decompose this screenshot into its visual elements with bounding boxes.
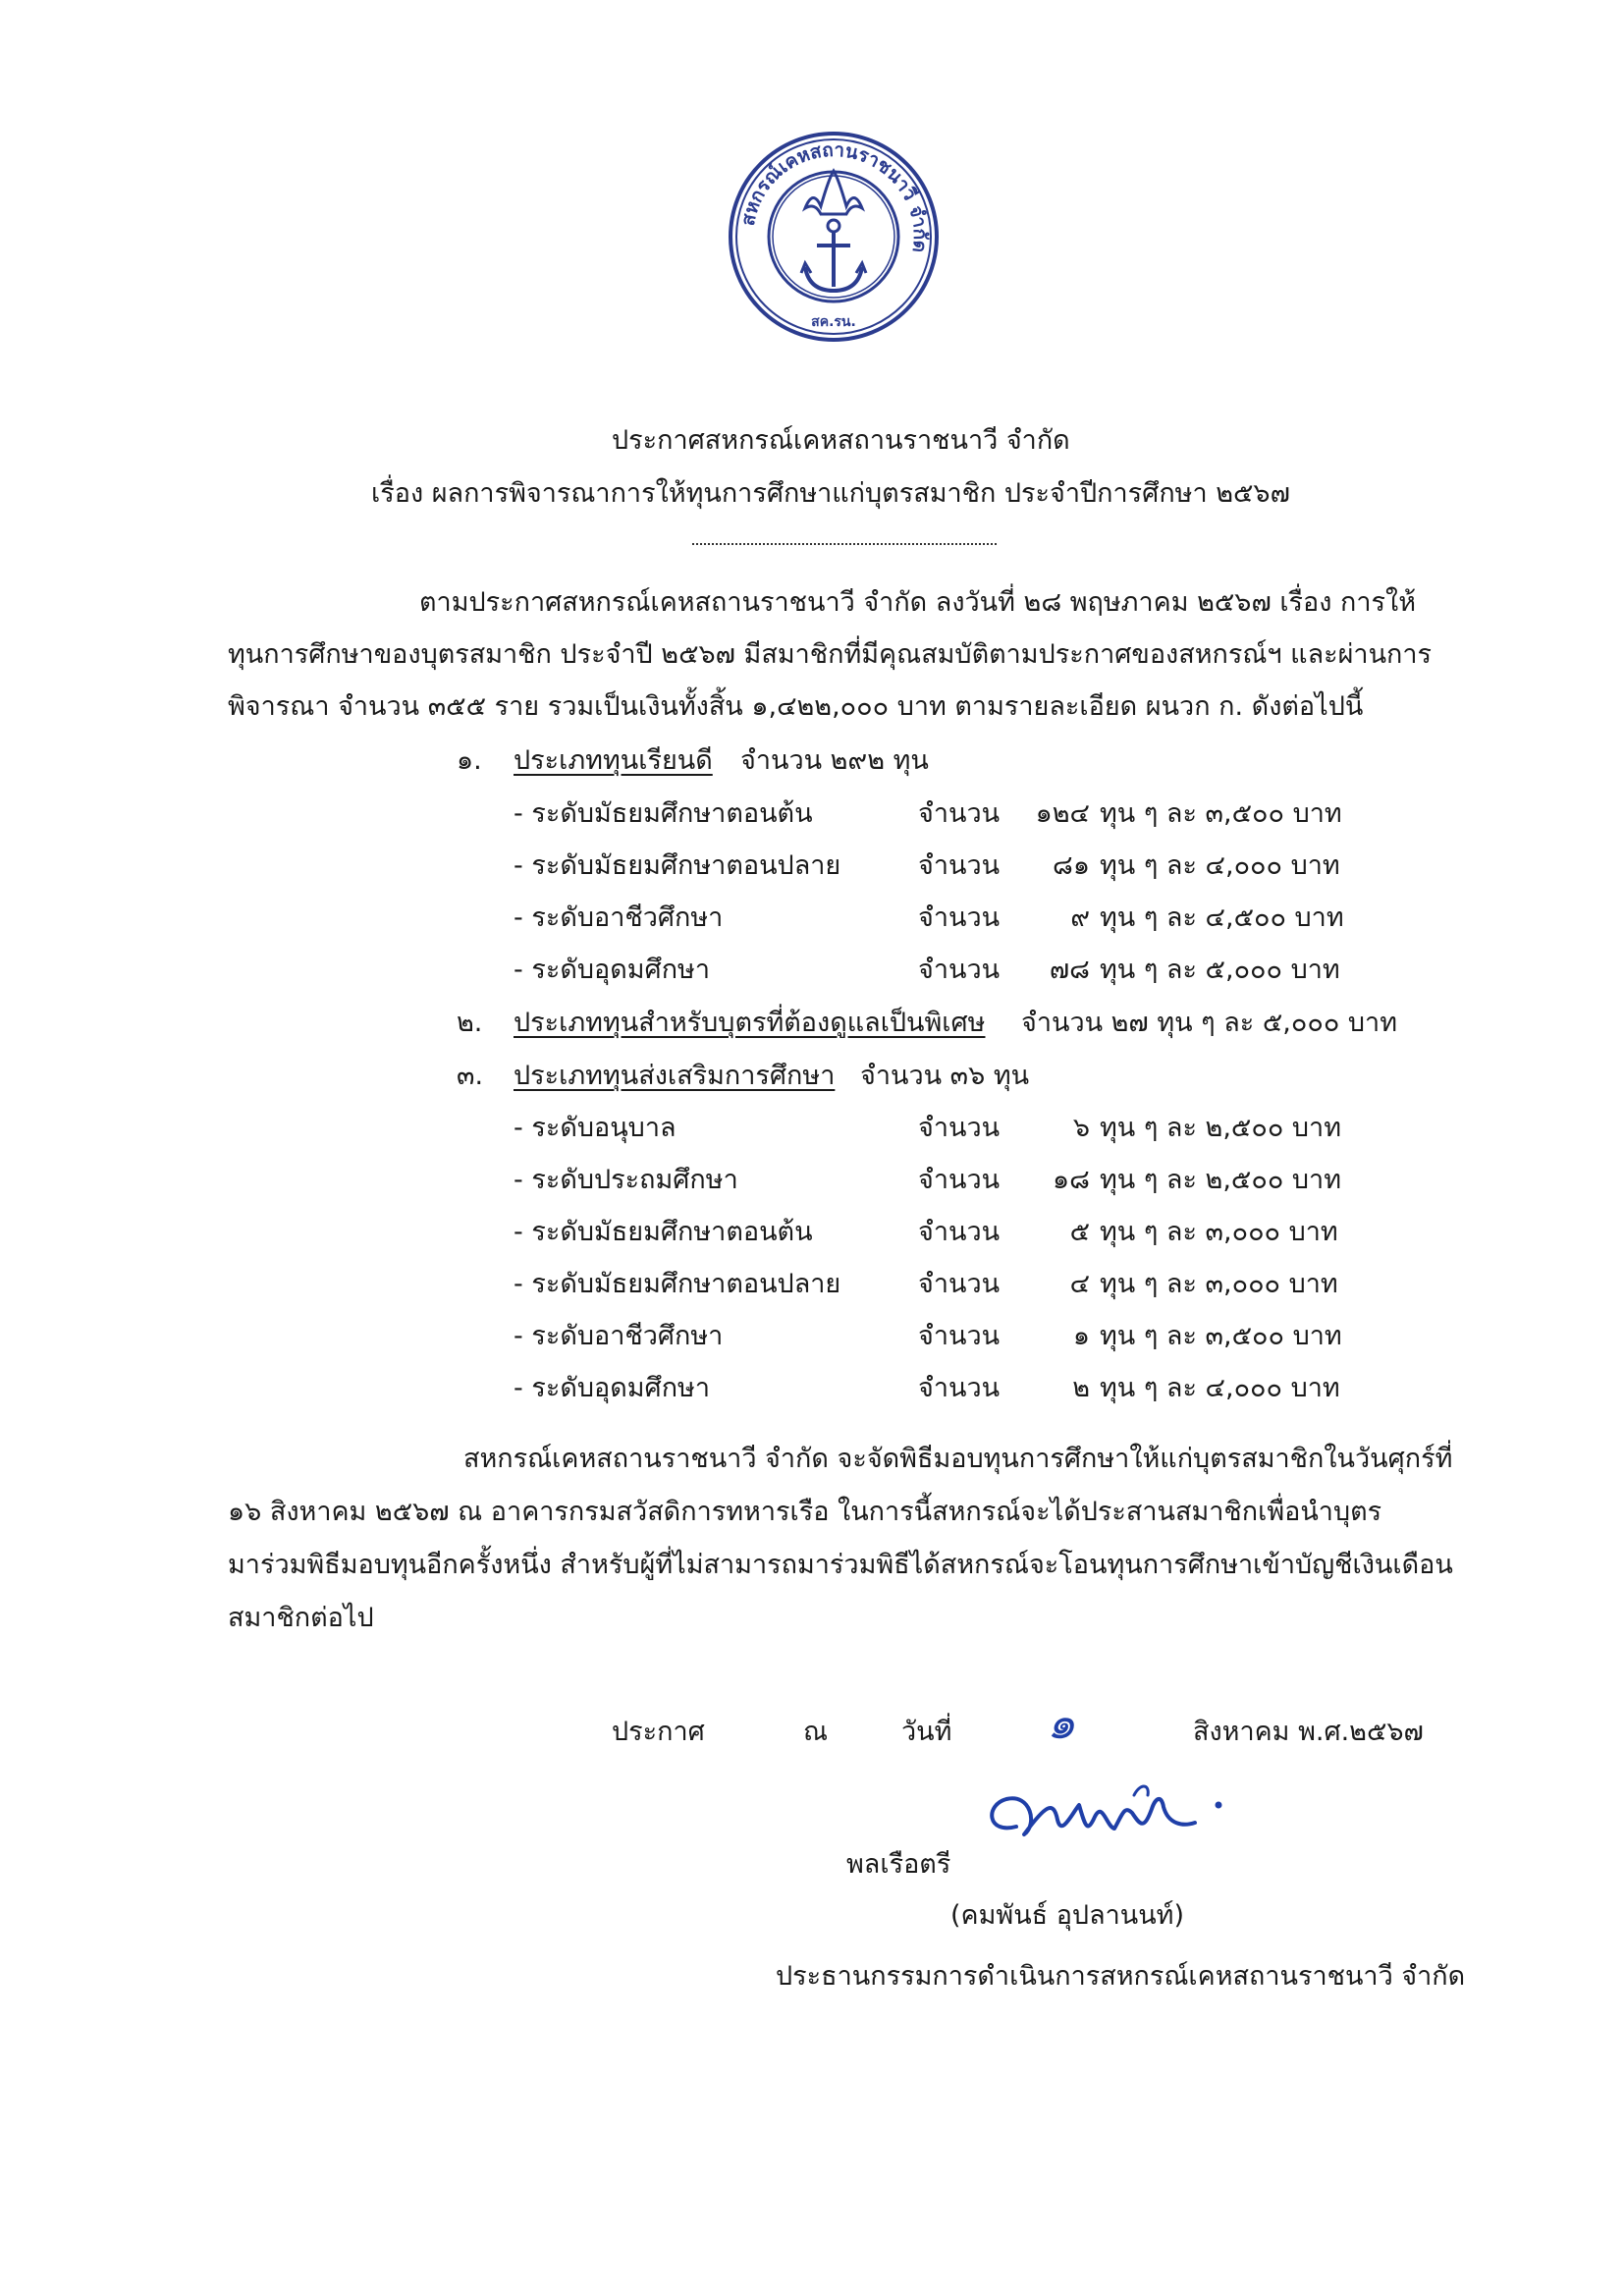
category-number: ๑. bbox=[457, 745, 482, 776]
level-amount: ทุน ๆ ละ ๓,๐๐๐ บาท bbox=[1100, 1217, 1338, 1247]
category-summary: จำนวน ๓๖ ทุน bbox=[860, 1061, 1030, 1091]
level-count-label: จำนวน bbox=[918, 955, 1001, 985]
level-name: - ระดับอุดมศึกษา bbox=[514, 1373, 710, 1403]
dateline-month-year: สิงหาคม พ.ศ.๒๕๖๗ bbox=[1193, 1717, 1424, 1747]
level-amount: ทุน ๆ ละ ๔,๕๐๐ บาท bbox=[1100, 902, 1344, 933]
level-count-label: จำนวน bbox=[918, 1113, 1001, 1143]
category-summary: จำนวน ๒๙๒ ทุน bbox=[740, 745, 929, 776]
closing-line-4: สมาชิกต่อไป bbox=[228, 1603, 374, 1633]
intro-line-1: ตามประกาศสหกรณ์เคหสถานราชนาวี จำกัด ลงวันที่ ๒๘ พฤษภาคม ๒๕๖๗ เรื่อง การให้ bbox=[419, 587, 1417, 618]
announcement-title: ประกาศสหกรณ์เคหสถานราชนาวี จำกัด bbox=[612, 425, 1070, 456]
level-count: ๖ bbox=[1072, 1113, 1090, 1143]
level-amount: ทุน ๆ ละ ๓,๐๐๐ บาท bbox=[1100, 1269, 1338, 1299]
level-name: - ระดับมัธยมศึกษาตอนปลาย bbox=[514, 1269, 841, 1299]
category-number: ๒. bbox=[457, 1008, 483, 1038]
level-count: ๑๘ bbox=[1053, 1165, 1090, 1195]
title-divider bbox=[692, 543, 997, 545]
dateline-at: ณ bbox=[803, 1717, 829, 1747]
handwritten-signature bbox=[977, 1766, 1232, 1854]
dateline-day: ๑ bbox=[1047, 1696, 1076, 1749]
category-name: ประเภททุนส่งเสริมการศึกษา bbox=[514, 1061, 836, 1091]
level-count: ๙ bbox=[1070, 902, 1090, 933]
level-amount: ทุน ๆ ละ ๓,๕๐๐ บาท bbox=[1100, 1321, 1342, 1351]
seal-abbr: สค.รน. bbox=[811, 314, 856, 330]
level-amount: ทุน ๆ ละ ๓,๕๐๐ บาท bbox=[1100, 798, 1342, 829]
signatory-rank: พลเรือตรี bbox=[846, 1849, 951, 1880]
level-count-label: จำนวน bbox=[918, 1165, 1001, 1195]
level-name: - ระดับอนุบาล bbox=[514, 1113, 677, 1143]
level-amount: ทุน ๆ ละ ๔,๐๐๐ บาท bbox=[1100, 1373, 1340, 1403]
signatory-name: (คมพันธ์ อุปลานนท์) bbox=[950, 1900, 1185, 1931]
category-summary: จำนวน ๒๗ ทุน ๆ ละ ๕,๐๐๐ บาท bbox=[1021, 1008, 1398, 1038]
level-count-label: จำนวน bbox=[918, 850, 1001, 881]
closing-line-1: สหกรณ์เคหสถานราชนาวี จำกัด จะจัดพิธีมอบทุนการศึกษาให้แก่บุตรสมาชิกในวันศุกร์ที่ bbox=[463, 1444, 1453, 1474]
closing-line-2: ๑๖ สิงหาคม ๒๕๖๗ ณ อาคารกรมสวัสดิการทหารเรือ ในการนี้สหกรณ์จะได้ประสานสมาชิกเพื่อนำบุตร bbox=[228, 1497, 1382, 1527]
seal-ring-text: สหกรณ์เคหสถานราชนาวี จำกัด bbox=[736, 138, 932, 254]
level-amount: ทุน ๆ ละ ๒,๕๐๐ บาท bbox=[1100, 1113, 1342, 1143]
level-count-label: จำนวน bbox=[918, 1269, 1001, 1299]
level-count: ๔ bbox=[1069, 1269, 1090, 1299]
level-name: - ระดับอาชีวศึกษา bbox=[514, 1321, 724, 1351]
level-count: ๒ bbox=[1072, 1373, 1090, 1403]
level-count: ๗๘ bbox=[1049, 955, 1090, 985]
intro-line-2: ทุนการศึกษาของบุตรสมาชิก ประจำปี ๒๕๖๗ มีสมาชิกที่มีคุณสมบัติตามประกาศของสหกรณ์ฯ และผ่านการ bbox=[228, 639, 1433, 670]
level-count-label: จำนวน bbox=[918, 1217, 1001, 1247]
cooperative-seal bbox=[727, 130, 941, 344]
level-count-label: จำนวน bbox=[918, 1321, 1001, 1351]
category-name: ประเภททุนเรียนดี bbox=[514, 745, 713, 776]
level-count-label: จำนวน bbox=[918, 902, 1001, 933]
level-amount: ทุน ๆ ละ ๒,๕๐๐ บาท bbox=[1100, 1165, 1342, 1195]
level-amount: ทุน ๆ ละ ๕,๐๐๐ บาท bbox=[1100, 955, 1340, 985]
closing-line-3: มาร่วมพิธีมอบทุนอีกครั้งหนึ่ง สำหรับผู้ที่ไม่สามารถมาร่วมพิธีได้สหกรณ์จะโอนทุนการศึกษาเข้าบัญชีเงินเดือน bbox=[228, 1550, 1453, 1580]
dateline-announced: ประกาศ bbox=[612, 1717, 705, 1747]
signatory-position: ประธานกรรมการดำเนินการสหกรณ์เคหสถานราชนาวี จำกัด bbox=[776, 1961, 1466, 1992]
level-count: ๕ bbox=[1069, 1217, 1090, 1247]
level-count: ๘๑ bbox=[1053, 850, 1090, 881]
level-count: ๑ bbox=[1072, 1321, 1090, 1351]
intro-line-3: พิจารณา จำนวน ๓๕๕ ราย รวมเป็นเงินทั้งสิ้น ๑,๔๒๒,๐๐๐ บาท ตามรายละเอียด ผนวก ก. ดังต่อไปนี้ bbox=[228, 691, 1364, 722]
announcement-subject: เรื่อง ผลการพิจารณาการให้ทุนการศึกษาแก่บุตรสมาชิก ประจำปีการศึกษา ๒๕๖๗ bbox=[371, 478, 1290, 509]
level-name: - ระดับมัธยมศึกษาตอนต้น bbox=[514, 1217, 813, 1247]
level-count-label: จำนวน bbox=[918, 1373, 1001, 1403]
level-amount: ทุน ๆ ละ ๔,๐๐๐ บาท bbox=[1100, 850, 1340, 881]
level-count-label: จำนวน bbox=[918, 798, 1001, 829]
dateline-day-label: วันที่ bbox=[901, 1717, 952, 1747]
category-name: ประเภททุนสำหรับบุตรที่ต้องดูแลเป็นพิเศษ bbox=[514, 1008, 986, 1038]
level-name: - ระดับประถมศึกษา bbox=[514, 1165, 738, 1195]
level-name: - ระดับอาชีวศึกษา bbox=[514, 902, 724, 933]
level-name: - ระดับอุดมศึกษา bbox=[514, 955, 710, 985]
level-name: - ระดับมัธยมศึกษาตอนต้น bbox=[514, 798, 813, 829]
level-name: - ระดับมัธยมศึกษาตอนปลาย bbox=[514, 850, 841, 881]
category-number: ๓. bbox=[457, 1061, 484, 1091]
level-count: ๑๒๔ bbox=[1035, 798, 1090, 829]
